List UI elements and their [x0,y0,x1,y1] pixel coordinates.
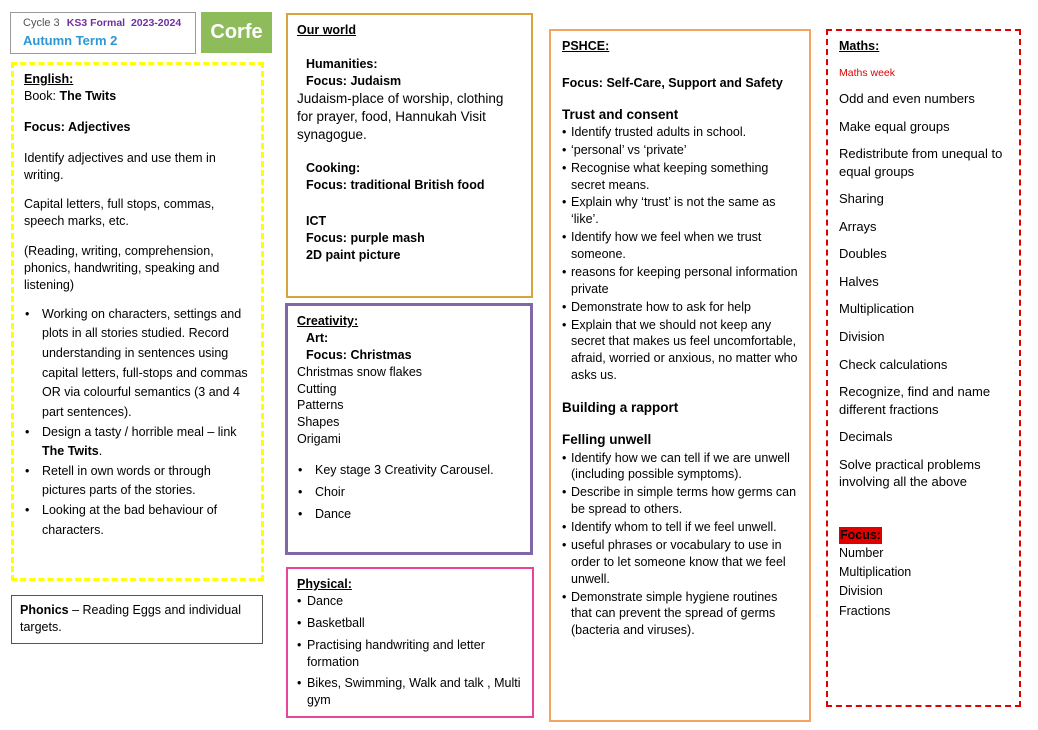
header-line-1 [23,16,195,31]
english-panel [11,62,264,581]
trust-bullet: • Identify trusted adults in school. [571,124,798,141]
trust-bullet: • Demonstrate how to ask for help [571,299,798,316]
creativity-item: Patterns [297,398,344,413]
humanities-focus: Focus: Judaism [306,73,402,88]
term-label: Autumn Term 2 [23,32,118,48]
ks-label: KS3 Formal [66,17,126,29]
humanities-heading: Humanities: [306,56,378,71]
maths-item: Check calculations [839,356,948,372]
english-p1: Identify adjectives and use them in writing. [24,150,216,182]
pshce-focus: Focus: Self-Care, Support and Safety [562,75,783,90]
creativity-item: Origami [297,432,341,447]
creativity-bullet: • Key stage 3 Creativity Carousel. [315,462,521,479]
art-heading: Art: [306,330,329,345]
class-name-badge: Corfe [201,12,272,53]
unwell-heading: Felling unwell [562,432,652,448]
creativity-panel [285,303,533,555]
maths-focus-item: Division [839,584,883,599]
phonics-panel [11,595,263,644]
creativity-bullet: • Dance [315,506,521,523]
english-bullet: • Working on characters, settings and plots in all stories studied. Record understanding in sentences using capital letters, full-stops and commas OR via colourful semantics (3 and 4 part sentences). [42,305,251,423]
maths-item: Decimals [839,429,893,445]
maths-item: Multiplication [839,301,915,317]
maths-item: Redistribute from unequal to equal groups [839,146,1003,179]
trust-bullet: • Identify how we feel when we trust someone. [571,229,798,263]
ict-heading: ICT [306,214,327,229]
our-world-panel [286,13,533,298]
maths-item: Doubles [839,246,887,262]
trust-heading: Trust and consent [562,106,679,122]
maths-item: Arrays [839,218,877,234]
maths-item: Sharing [839,191,884,207]
maths-item: Make equal groups [839,118,950,134]
maths-item: Solve practical problems involving all the above [839,456,981,490]
maths-item: Halves [839,273,879,289]
cooking-focus: Focus: traditional British food [306,178,485,193]
creativity-focus: Focus: Christmas [306,347,412,362]
physical-bullet: • Dance [307,593,523,610]
unwell-bullet: • useful phrases or vocabulary to use in order to let someone know that we feel unwell. [571,537,798,588]
english-focus: Focus: Adjectives [24,119,131,134]
maths-item: Recognize, find and name different fractions [839,384,991,417]
phonics-text: – Reading Eggs and individual targets. [20,603,241,634]
physical-bullet: • Basketball [307,615,523,632]
maths-focus-item: Multiplication [839,565,912,580]
ict-item: 2D paint picture [306,247,401,262]
maths-focus-item: Fractions [839,603,891,618]
physical-title: Physical: [297,577,352,591]
phonics-label: Phonics [20,603,69,617]
cooking-heading: Cooking: [306,161,361,176]
cycle-label: Cycle 3 [23,17,60,29]
our-world-title: Our world [297,23,357,37]
creativity-item: Cutting [297,381,337,396]
physical-bullet: • Practising handwriting and letter formation [307,637,523,671]
maths-focus-item: Number [839,545,884,560]
english-p2: Capital letters, full stops, commas, speech marks, etc. [24,197,215,229]
trust-bullet: • ‘personal’ vs ‘private’ [571,142,798,159]
year-label: 2023-2024 [130,17,182,29]
english-p3: (Reading, writing, comprehension, phonics, handwriting, speaking and listening) [24,244,220,292]
trust-bullet: • Explain why ‘trust’ is not the same as ‘like’. [571,194,798,228]
maths-week-label: Maths week [839,66,896,79]
creativity-title: Creativity: [297,314,359,328]
header-box [10,12,196,54]
trust-bullet: • Recognise what keeping something secret means. [571,160,798,194]
pshce-panel [549,29,811,722]
ict-focus: Focus: purple mash [306,230,425,245]
creativity-bullet: • Choir [315,484,521,501]
english-book: Book: The Twits [24,88,117,103]
creativity-item: Shapes [297,415,340,430]
english-bullet: • Design a tasty / horrible meal – link The Twits. [42,423,251,462]
unwell-bullet: • Identify whom to tell if we feel unwell. [571,519,798,536]
trust-bullet: • Explain that we should not keep any secret that makes us feel uncomfortable, afraid, worried or anxious, no matter who asks us. [571,317,798,385]
creativity-item: Christmas snow flakes [297,364,423,379]
unwell-bullet: • Identify how we can tell if we are unwell (including possible symptoms). [571,450,798,484]
pshce-title: PSHCE: [562,39,610,53]
physical-panel [286,567,534,718]
maths-panel [826,29,1021,707]
maths-title: Maths: [839,39,880,53]
maths-item: Division [839,328,885,344]
english-bullet: • Retell in own words or through pictures parts of the stories. [42,462,251,501]
maths-item: Odd and even numbers [839,91,975,107]
english-title: English: [24,72,74,86]
humanities-text: Judaism-place of worship, clothing for prayer, food, Hannukah Visit synagogue. [297,90,504,143]
maths-focus-label: Focus: [840,527,881,542]
physical-bullet: • Bikes, Swimming, Walk and talk , Multi gym [307,675,523,709]
rapport-heading: Building a rapport [562,400,679,416]
unwell-bullet: • Describe in simple terms how germs can be spread to others. [571,484,798,518]
unwell-bullet: • Demonstrate simple hygiene routines that can prevent the spread of germs (bacteria and viruses). [571,589,798,640]
trust-bullet: • reasons for keeping personal information private [571,264,798,298]
english-bullet: • Looking at the bad behaviour of characters. [42,501,251,540]
